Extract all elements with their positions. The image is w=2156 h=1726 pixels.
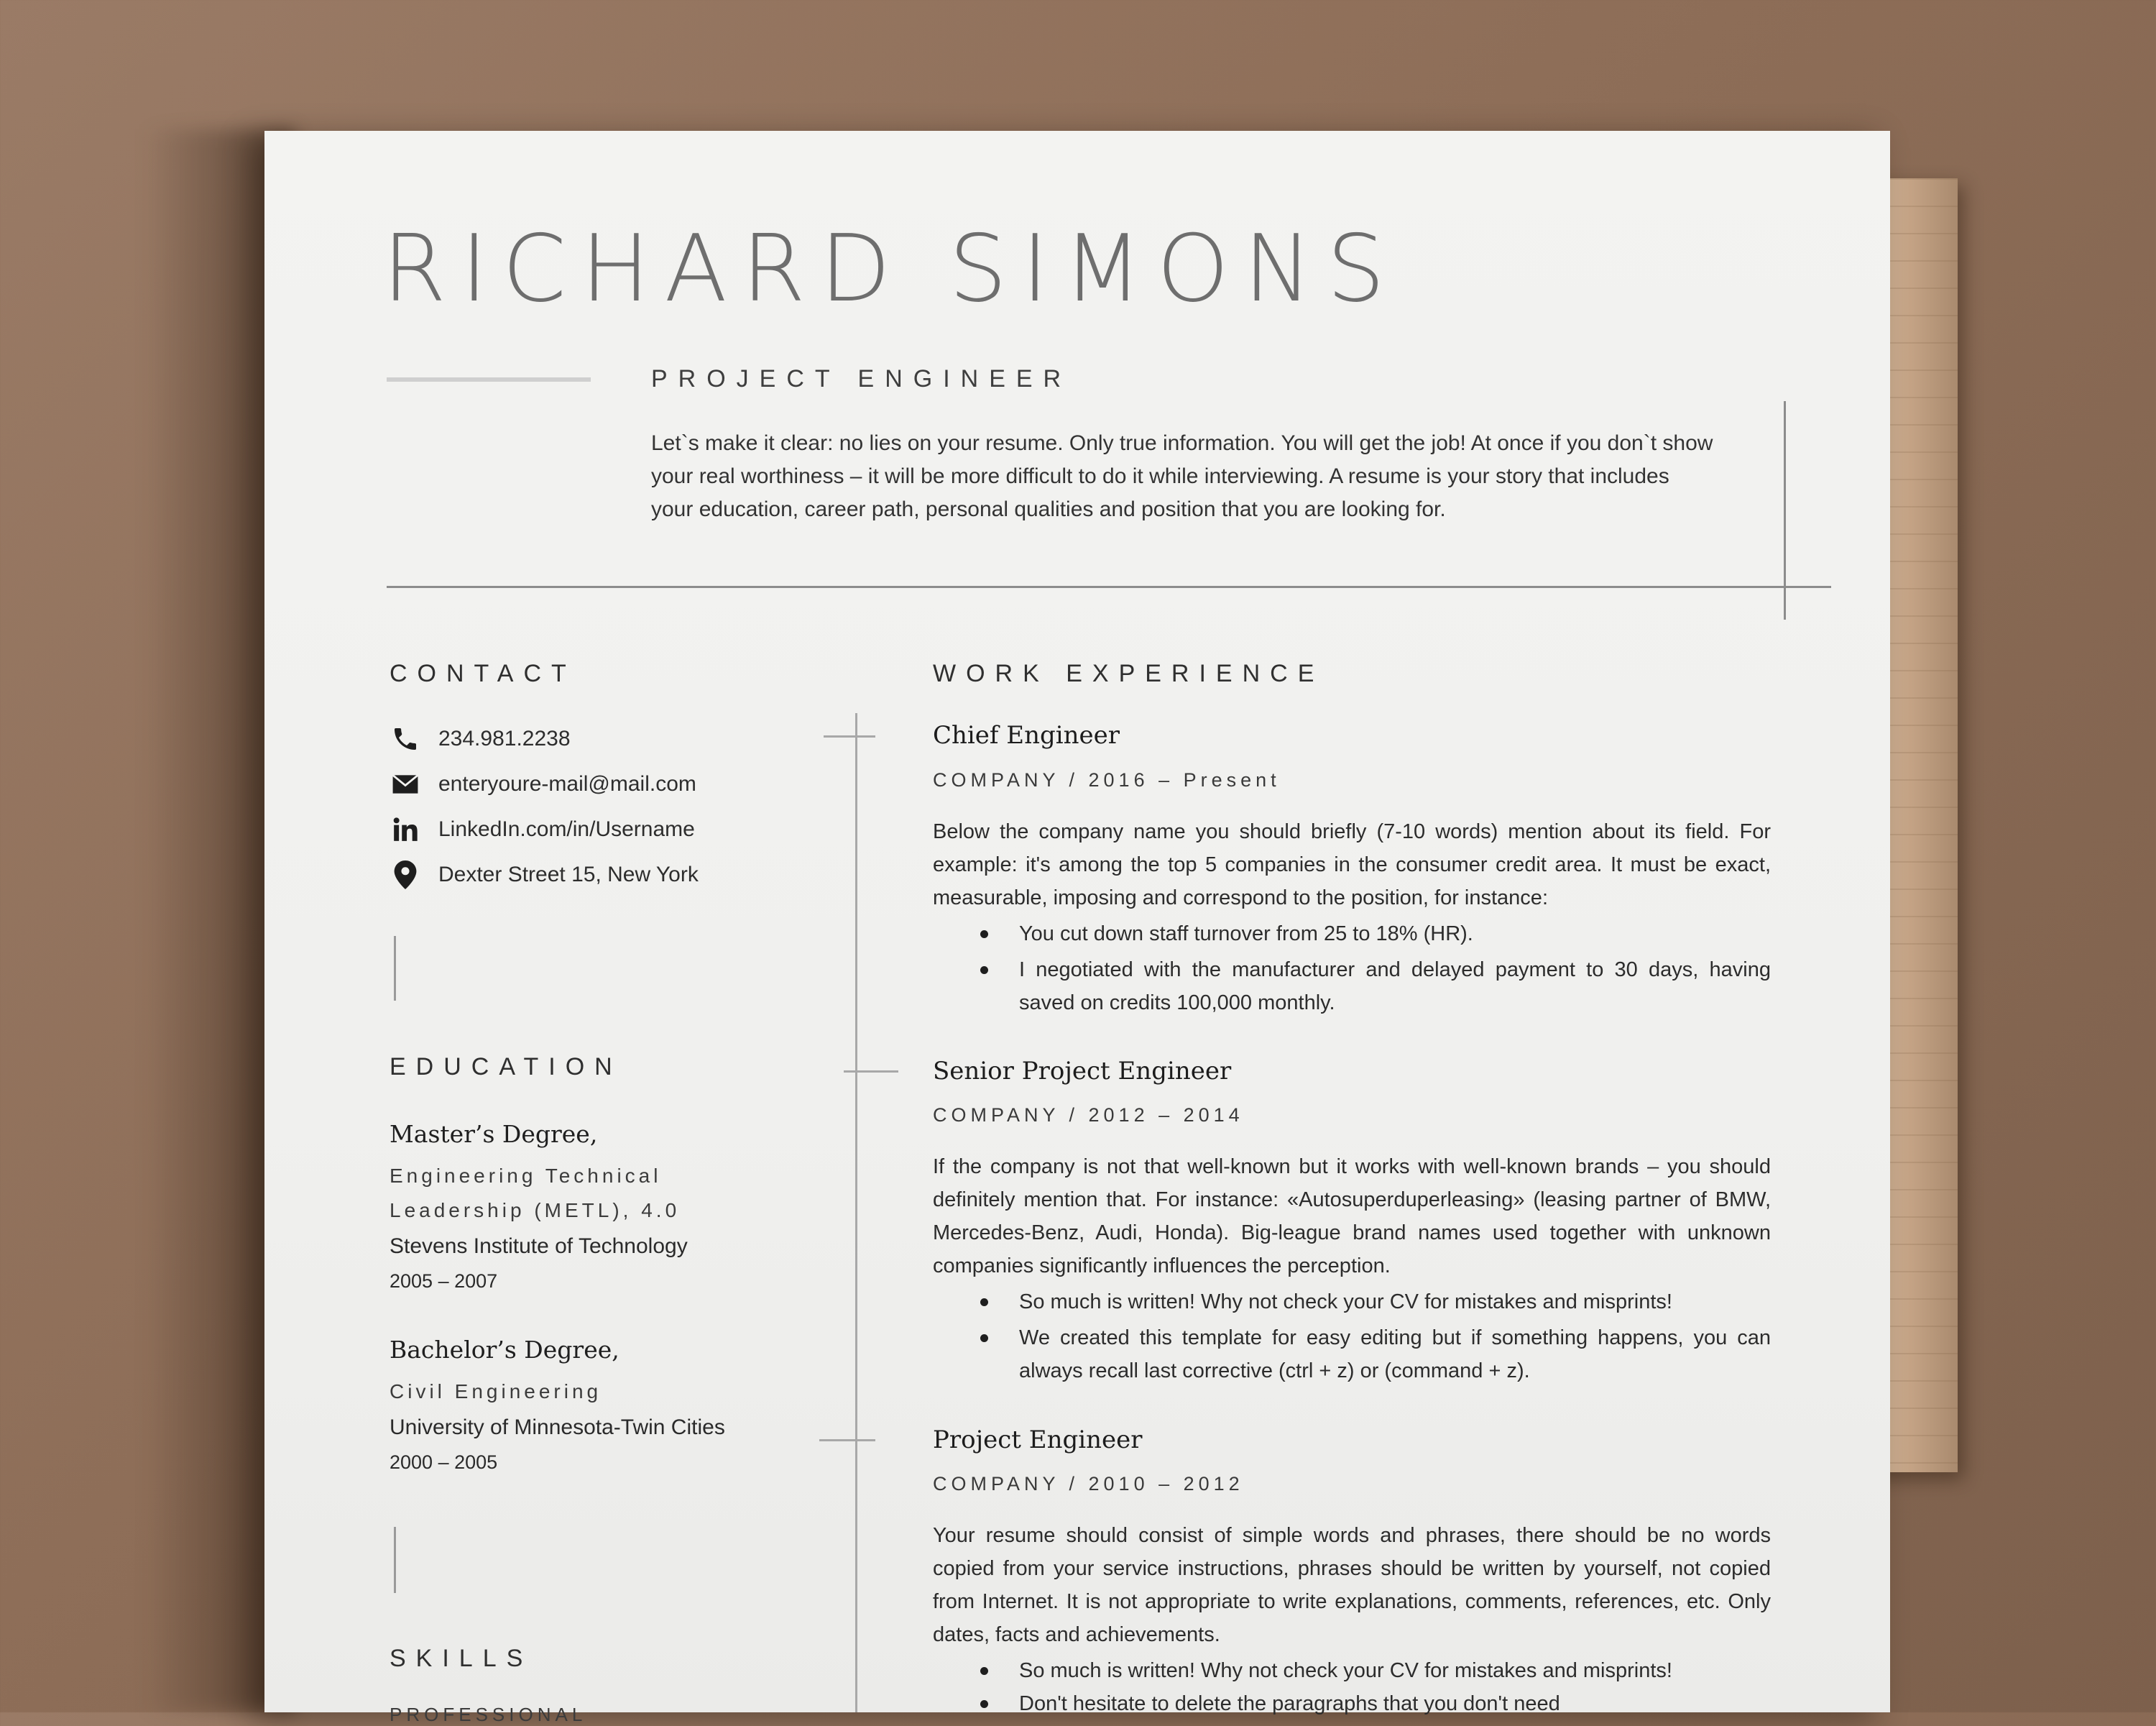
skills-heading: SKILLS — [390, 1645, 533, 1672]
contact-address-text: Dexter Street 15, New York — [438, 863, 699, 886]
job-bullet: Don't hesitate to delete the paragraphs that you don't need — [933, 1687, 1771, 1720]
job-description: Your resume should consist of simple words and phrases, there should be no words copied from your service instructions, phrases should be written by yourself, not copied from Internet. It is not appropriate to write explanations, comments, references, etc. Only dates, facts and achievements. — [933, 1524, 1771, 1646]
timeline-tick — [824, 735, 875, 738]
education-heading: EDUCATION — [390, 1053, 622, 1080]
contact-phone-text: 234.981.2238 — [438, 727, 571, 750]
job-title: Chief Engineer — [933, 721, 1120, 750]
resume-summary: Let`s make it clear: no lies on your resume. Only true information. You will get the job! At once if you don`t show your real worthiness – it will be more difficult to do it while interviewing. A resume is your story that includes your education, career path, personal qualities and position that you are looking for. — [651, 431, 1713, 521]
education-degree: Bachelor’s Degree, — [390, 1336, 619, 1364]
job-description: Below the company name you should briefly (7-10 words) mention about its field. For example: it's among the top 5 companies in the consumer credit area. It must be exact, measurable, imposing and correspond to the position, for instance: — [933, 820, 1771, 909]
name-underline — [387, 377, 591, 382]
job-bullet: You cut down staff turnover from 25 to 18% (HR). — [933, 917, 1771, 950]
skills-subheading: PROFESSIONAL — [390, 1704, 587, 1725]
wooden-frame-grain — [1883, 178, 1958, 1472]
education-years: 2000 – 2005 — [390, 1451, 498, 1473]
job-title: Senior Project Engineer — [933, 1057, 1232, 1085]
experience-heading: WORK EXPERIENCE — [933, 660, 1325, 687]
education-school: University of Minnesota-Twin Cities — [390, 1415, 725, 1439]
education-school: Stevens Institute of Technology — [390, 1234, 688, 1258]
contact-email[interactable] — [390, 768, 696, 801]
contact-phone[interactable] — [390, 722, 571, 756]
education-years: 2005 – 2007 — [390, 1270, 498, 1292]
job-bullet: I negotiated with the manufacturer and delayed payment to 30 days, having saved on credits 100,000 monthly. — [933, 953, 1771, 1019]
envelope-icon — [390, 768, 421, 800]
timeline-tick — [844, 1070, 898, 1073]
education-field: Engineering Technical — [390, 1165, 662, 1187]
timeline-tick — [819, 1439, 875, 1441]
job-bullets — [933, 1285, 1771, 1387]
education-field: Civil Engineering — [390, 1380, 602, 1403]
education-separator — [394, 1527, 396, 1593]
education-degree: Master’s Degree, — [390, 1120, 598, 1148]
header-divider — [387, 586, 1831, 588]
job-bullet: So much is written! Why not check your CV for mistakes and misprints! — [933, 1654, 1771, 1687]
linkedin-icon — [390, 814, 421, 845]
phone-icon — [390, 723, 421, 755]
contact-address[interactable] — [390, 858, 699, 891]
job-company: COMPANY / 2012 – 2014 — [933, 1104, 1244, 1126]
job-title: Project Engineer — [933, 1426, 1143, 1454]
contact-linkedin-text: LinkedIn.com/in/Username — [438, 817, 695, 841]
location-pin-icon — [390, 859, 421, 891]
job-company: COMPANY / 2016 – Present — [933, 769, 1281, 791]
job-bullets — [933, 1654, 1771, 1720]
job-description: If the company is not that well-known but it works with well-known brands – you should definitely mention that. For instance: «Autosuperduperleasing» (leasing partner of BMW, Mercedes-Benz, Audi, Honda). Big-league brand names used together with unknown companies significantly influences the perception. — [933, 1155, 1771, 1277]
job-company: COMPANY / 2010 – 2012 — [933, 1473, 1244, 1495]
resume-name: RICHARD SIMONS — [382, 216, 1400, 323]
job-bullet: So much is written! Why not check your CV for mistakes and misprints! — [933, 1285, 1771, 1318]
contact-email-text: enteryoure-mail@mail.com — [438, 772, 696, 796]
contact-heading: CONTACT — [390, 660, 576, 687]
job-bullet: We created this template for easy editing but if something happens, you can always recall last corrective (ctrl + z) or (command + z). — [933, 1321, 1771, 1387]
timeline-line — [855, 713, 857, 1712]
resume-job-title: PROJECT ENGINEER — [651, 365, 1072, 393]
contact-separator — [394, 936, 396, 1001]
job-bullets — [933, 917, 1771, 1019]
contact-linkedin[interactable] — [390, 813, 695, 846]
education-field: Leadership (METL), 4.0 — [390, 1199, 681, 1221]
